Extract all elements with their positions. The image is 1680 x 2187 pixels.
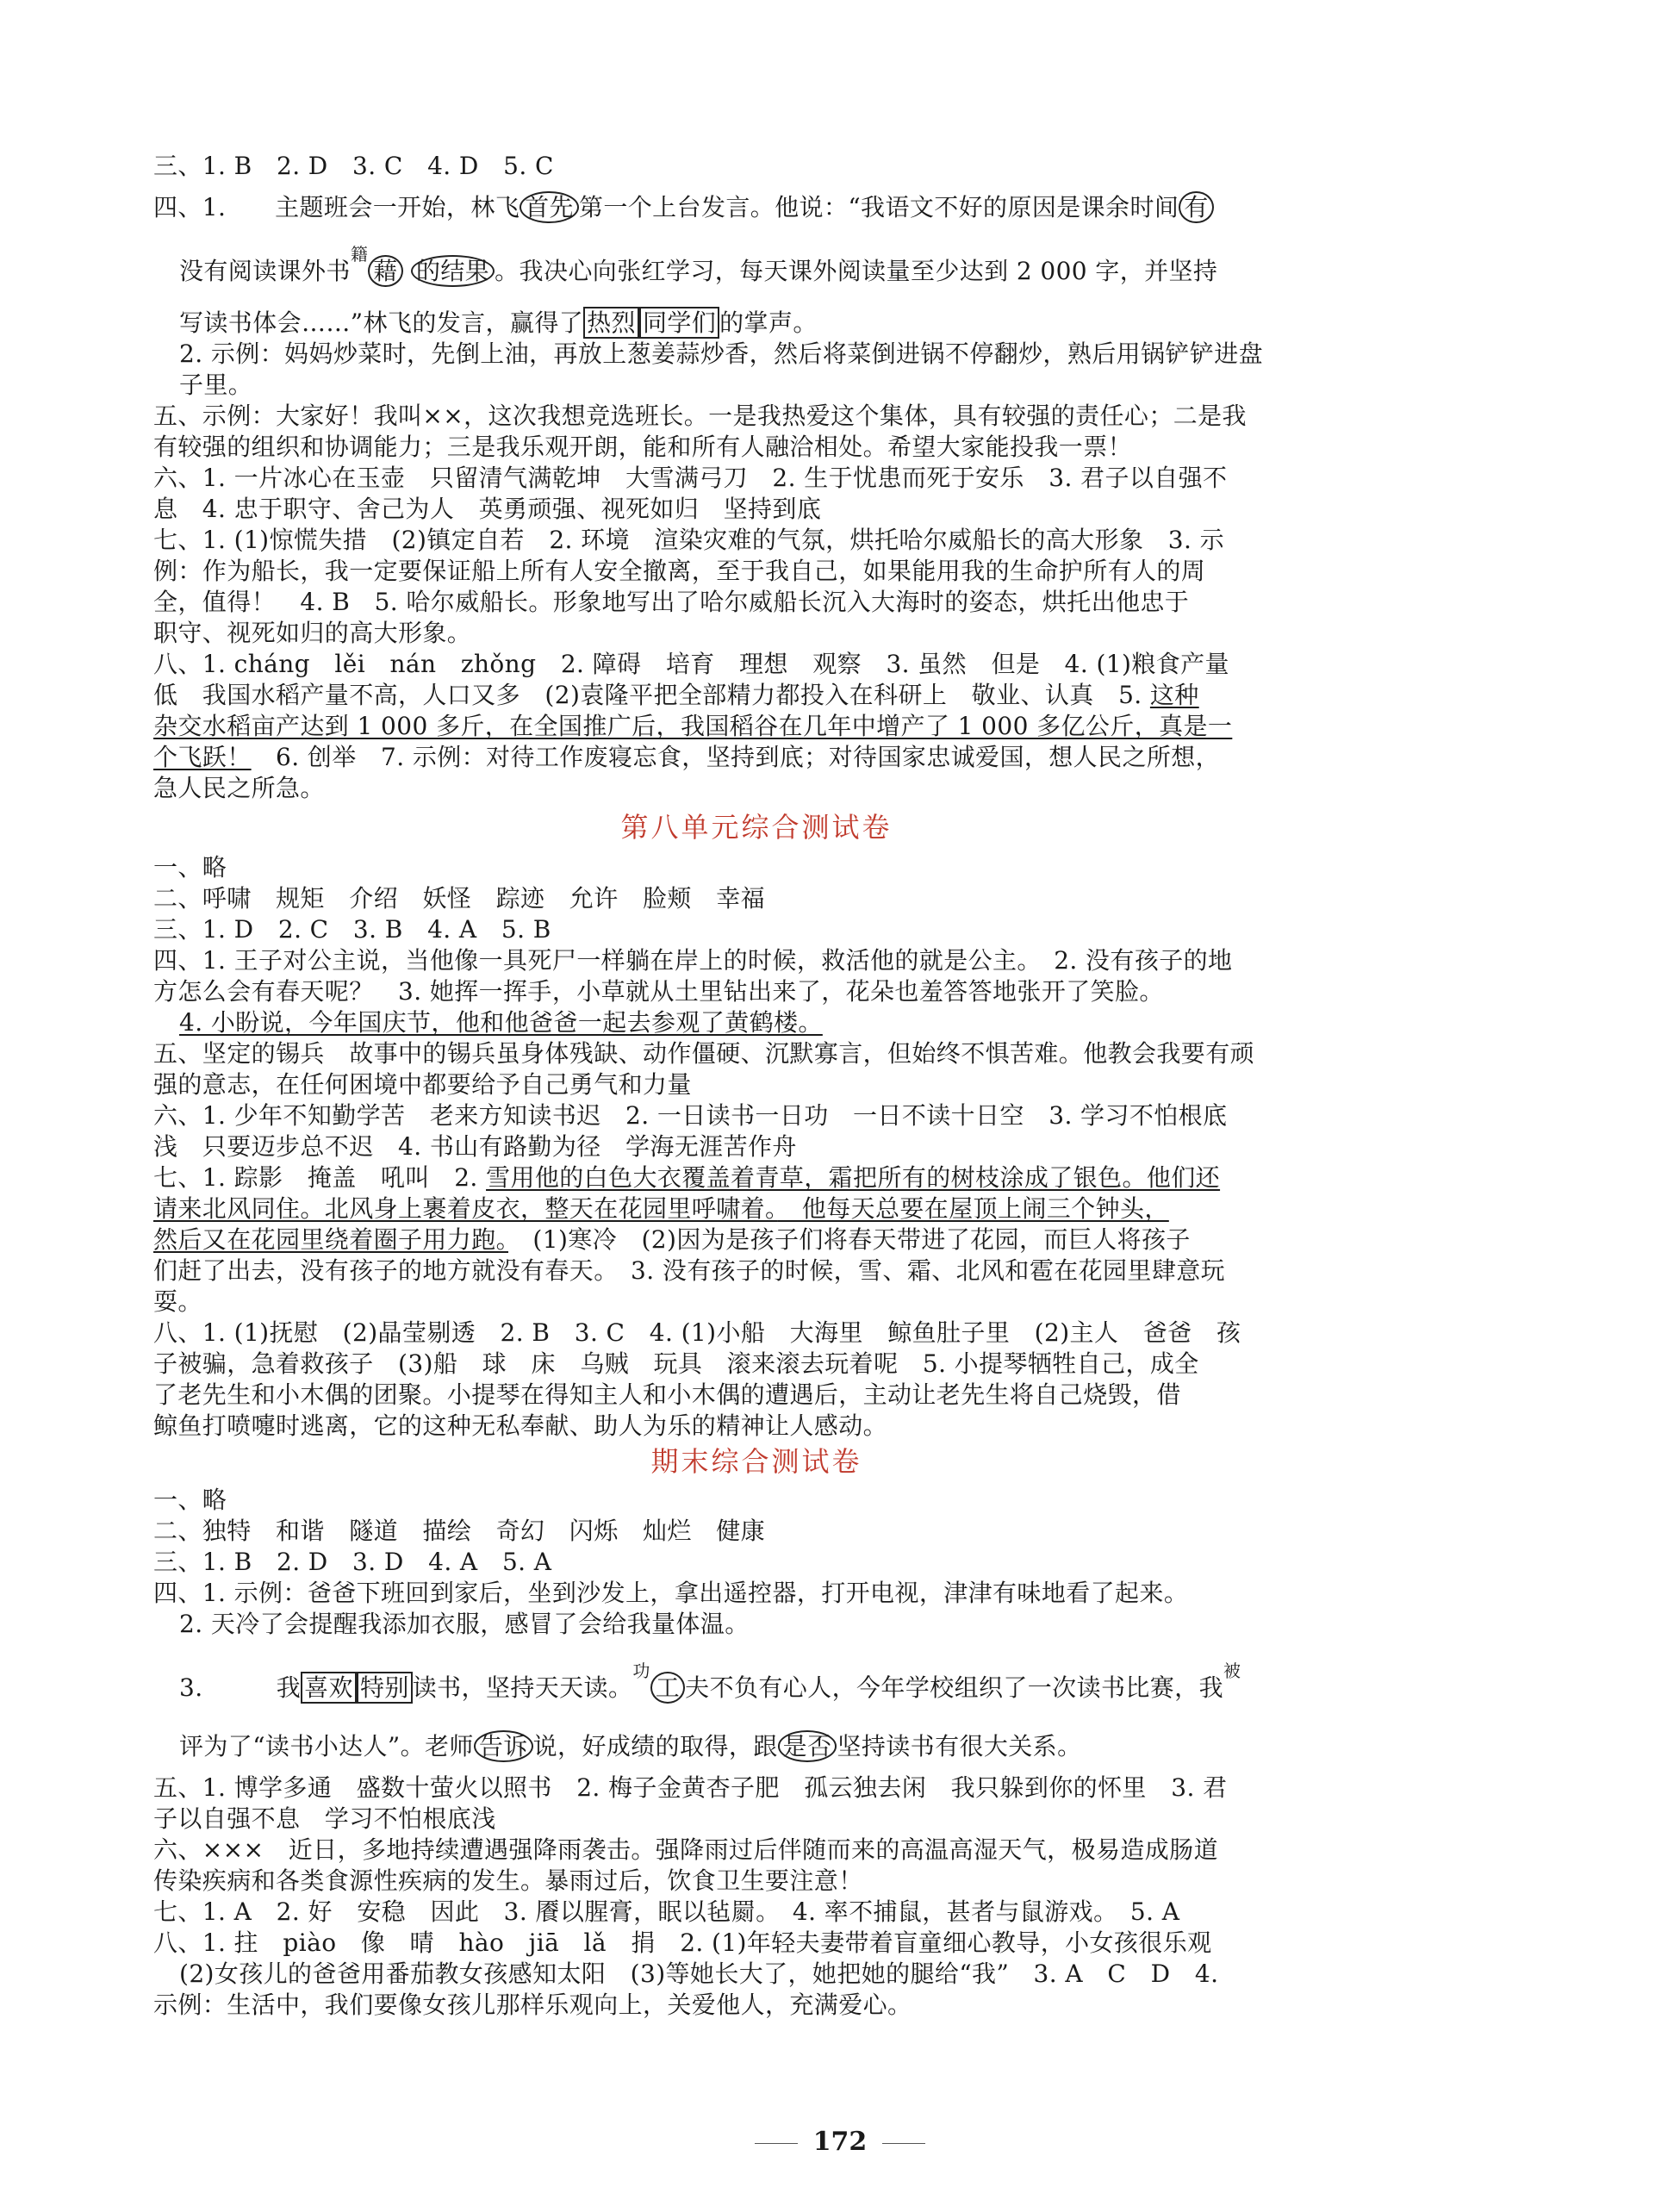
answer-line: 们赶了出去，没有孩子的地方就没有春天。 3. 没有孩子的时候，雪、霜、北风和雹在花园里肆意玩 — [153, 1256, 1226, 1285]
correction-circle: 是否 — [778, 1730, 837, 1762]
answer-line: 息 4. 忠于职守、舍己为人 英勇顽强、视死如归 坚持到底 — [153, 495, 822, 523]
answer-line: 二、呼啸 规矩 介绍 妖怪 踪迹 允许 脸颊 幸福 — [153, 884, 766, 913]
correction-box: 同学们 — [639, 307, 719, 339]
answer-line: 方怎么会有春天呢？ 3. 她挥一挥手，小草就从土里钻出来了，花朵也羞答答地张开了笑脸。 — [153, 977, 1164, 1006]
answer-line: 子里。 — [179, 371, 253, 399]
answer-line: 强的意志，在任何困境中都要给予自己勇气和力量 — [153, 1070, 692, 1099]
correction-box: 喜欢 — [301, 1672, 357, 1704]
answer-line: 二、独特 和谐 隧道 描绘 奇幻 闪烁 灿烂 健康 — [153, 1517, 766, 1545]
answer-line: 2. 示例：妈妈炒菜时，先倒上油，再放上葱姜蒜炒香，然后将菜倒进锅不停翻炒，熟后用锅铲铲进盘 — [179, 340, 1264, 368]
answer-line: 职守、视死如归的高大形象。 — [153, 619, 472, 647]
answer-line: 示例：生活中，我们要像女孩儿那样乐观向上，关爱他人，充满爱心。 — [153, 1991, 912, 2019]
correction-mark: 被 — [1223, 1660, 1241, 1681]
answer-line: 杂交水稻亩产达到 1 000 多斤，在全国推广后，我国稻谷在几年中增产了 1 000 多亿公斤，真是一 — [153, 712, 1233, 740]
answer-line: 八、1. (1)抚慰 (2)晶莹剔透 2. B 3. C 4. (1)小船 大海里 鲸鱼肚子里 (2)主人 爸爸 孩 — [153, 1318, 1241, 1347]
answer-line: 四、1. 主题班会一开始，林飞 首先 第一个上台发言。他说：“我语文不好的原因是课余时间 有 — [153, 193, 1214, 222]
answer-line: 子以自强不息 学习不怕根底浅 — [153, 1804, 496, 1833]
correction-box: 热烈 — [583, 307, 639, 339]
answer-line: 一、略 — [153, 1486, 227, 1514]
answer-line: 例：作为船长，我一定要保证船上所有人安全撤离，至于我自己，如果能用我的生命护所有人的周 — [153, 557, 1206, 585]
answer-line: (2)女孩儿的爸爸用番茄教女孩感知太阳 (3)等她长大了，她把她的腿给“我” 3. A C D 4. — [179, 1960, 1219, 1988]
answer-line: 低 我国水稻产量不高，人口又多 (2)袁隆平把全部精力都投入在科研上 敬业、认真 5. 这种 — [153, 681, 1199, 709]
answer-line: 请来北风同住。北风身上裹着皮衣，整天在花园里呼啸着。 他每天总要在屋顶上闹三个钟头， — [153, 1194, 1169, 1223]
section-heading: 第八单元综合测试卷 — [620, 811, 893, 844]
answer-line: 五、坚定的锡兵 故事中的锡兵虽身体残缺、动作僵硬、沉默寡言，但始终不惧苦难。他教会我要有顽 — [153, 1039, 1255, 1068]
answer-line: 写读书体会……”林飞的发言，赢得了 热烈 同学们 的掌声。 — [179, 308, 818, 337]
answer-line: 了老先生和小木偶的团聚。小提琴在得知主人和小木偶的遭遇后，主动让老先生将自己烧毁，借 — [153, 1380, 1181, 1409]
answer-line: 子被骗，急着救孩子 (3)船 球 床 乌贼 玩具 滚来滚去玩着呢 5. 小提琴牺牲自己，成全 — [153, 1349, 1199, 1378]
answer-line: 鲸鱼打喷嚏时逃离，它的这种无私奉献、助人为乐的精神让人感动。 — [153, 1411, 888, 1440]
correction-circle: 的结果 — [411, 255, 495, 287]
answer-line: 三、1. B 2. D 3. D 4. A 5. A — [153, 1548, 552, 1576]
answer-line: 浅 只要迈步总不迟 4. 书山有路勤为径 学海无涯苦作舟 — [153, 1132, 797, 1161]
answer-line: 四、1. 王子对公主说，当他像一具死尸一样躺在岸上的时候，救活他的就是公主。 2. 没有孩子的地 — [153, 946, 1233, 975]
answer-line: 三、1. D 2. C 3. B 4. A 5. B — [153, 915, 551, 944]
page-number: 172 — [0, 2127, 1680, 2157]
answer-line: 个飞跃！ 6. 创举 7. 示例：对待工作废寝忘食，坚持到底；对待国家忠诚爱国，想人民之所想， — [153, 743, 1221, 771]
answer-line: 七、1. (1)惊慌失措 (2)镇定自若 2. 环境 渲染灾难的气氛，烘托哈尔威船长的高大形象 3. 示 — [153, 526, 1224, 554]
answer-line: 三、1. B 2. D 3. C 4. D 5. C — [153, 152, 554, 180]
answer-line: 耍。 — [153, 1287, 202, 1316]
section-heading: 期末综合测试卷 — [650, 1445, 862, 1478]
answer-line: 3. 我 喜欢 特别 读书，坚持天天读。$^功$工 夫不负有心人，今年学校组织了一次读书比赛，我$^被$ — [179, 1660, 1241, 1702]
answer-line: 然后又在花园里绕着圈子用力跑。 (1)寒冷 (2)因为是孩子们将春天带进了花园，而巨人将孩子 — [153, 1225, 1191, 1254]
answer-line: 五、1. 博学多通 盛数十萤火以照书 2. 梅子金黄杏子肥 孤云独去闲 我只躲到你的怀里 3. 君 — [153, 1773, 1228, 1802]
answer-line: 传染疾病和各类食源性疾病的发生。暴雨过后，饮食卫生要注意！ — [153, 1866, 863, 1895]
answer-line: 一、略 — [153, 853, 227, 882]
answer-line: 六、1. 少年不知勤学苦 老来方知读书迟 2. 一日读书一日功 一日不读十日空 3. 学习不怕根底 — [153, 1101, 1228, 1130]
answer-line: 4. 小盼说，今年国庆节，他和他爸爸一起去参观了黄鹤楼。 — [179, 1008, 823, 1037]
correction-mark: 籍 — [350, 244, 369, 265]
answer-line: 没有阅读课外书$^籍$藉 的结果 。我决心向张红学习，每天课外阅读量至少达到 2 000 字，并坚持 — [179, 244, 1218, 285]
answer-line: 七、1. 踪影 掩盖 吼叫 2. 雪用他的白色大衣覆盖着青草，霜把所有的树枝涂成了银色。他们还 — [153, 1163, 1221, 1192]
correction-box: 特别 — [357, 1672, 413, 1704]
answer-line: 六、1. 一片冰心在玉壶 只留清气满乾坤 大雪满弓刀 2. 生于忧患而死于安乐 3. 君子以自强不 — [153, 464, 1228, 492]
correction-circle: 藉 — [368, 255, 402, 287]
answer-line: 五、示例：大家好！我叫××，这次我想竞选班长。一是我热爱这个集体，具有较强的责任心；二是我 — [153, 402, 1247, 430]
answer-line: 评为了“读书小达人”。老师 告诉 说，好成绩的取得，跟 是否 坚持读书有很大关系。 — [179, 1732, 1082, 1760]
answer-line: 八、1. cháng lěi nán zhǒng 2. 障碍 培育 理想 观察 3. 虽然 但是 4. (1)粮食产量 — [153, 650, 1229, 678]
answer-line: 七、1. A 2. 好 安稳 因此 3. 餍以腥膏，眠以毡罽。 4. 率不捕鼠，甚者与鼠游戏。 5. A — [153, 1897, 1180, 1926]
correction-circle: 有 — [1179, 191, 1213, 223]
page-number-rule — [882, 2143, 925, 2144]
answer-line: 八、1. 拄 piào 像 晴 hào jiā lǎ 捐 2. (1)年轻夫妻带着盲童细心教导，小女孩很乐观 — [153, 1928, 1212, 1957]
page-number-rule — [755, 2143, 798, 2144]
correction-mark: 功 — [632, 1660, 650, 1681]
answer-line: 2. 天冷了会提醒我添加衣服，感冒了会给我量体温。 — [179, 1610, 750, 1638]
correction-circle: 工 — [650, 1672, 685, 1704]
answer-line: 六、××× 近日，多地持续遭遇强降雨袭击。强降雨过后伴随而来的高温高湿天气，极易造成肠道 — [153, 1835, 1218, 1864]
correction-circle: 首先 — [520, 191, 579, 223]
answer-line: 有较强的组织和协调能力；三是我乐观开朗，能和所有人融洽相处。希望大家能投我一票！ — [153, 433, 1133, 461]
answer-line: 四、1. 示例：爸爸下班回到家后，坐到沙发上，拿出遥控器，打开电视，津津有味地看了起来。 — [153, 1579, 1189, 1607]
answer-line: 急人民之所急。 — [153, 774, 325, 802]
answer-line: 全，值得！ 4. B 5. 哈尔威船长。形象地写出了哈尔威船长沉入大海时的姿态，烘托出他忠于 — [153, 588, 1190, 616]
correction-circle: 告诉 — [474, 1730, 533, 1762]
